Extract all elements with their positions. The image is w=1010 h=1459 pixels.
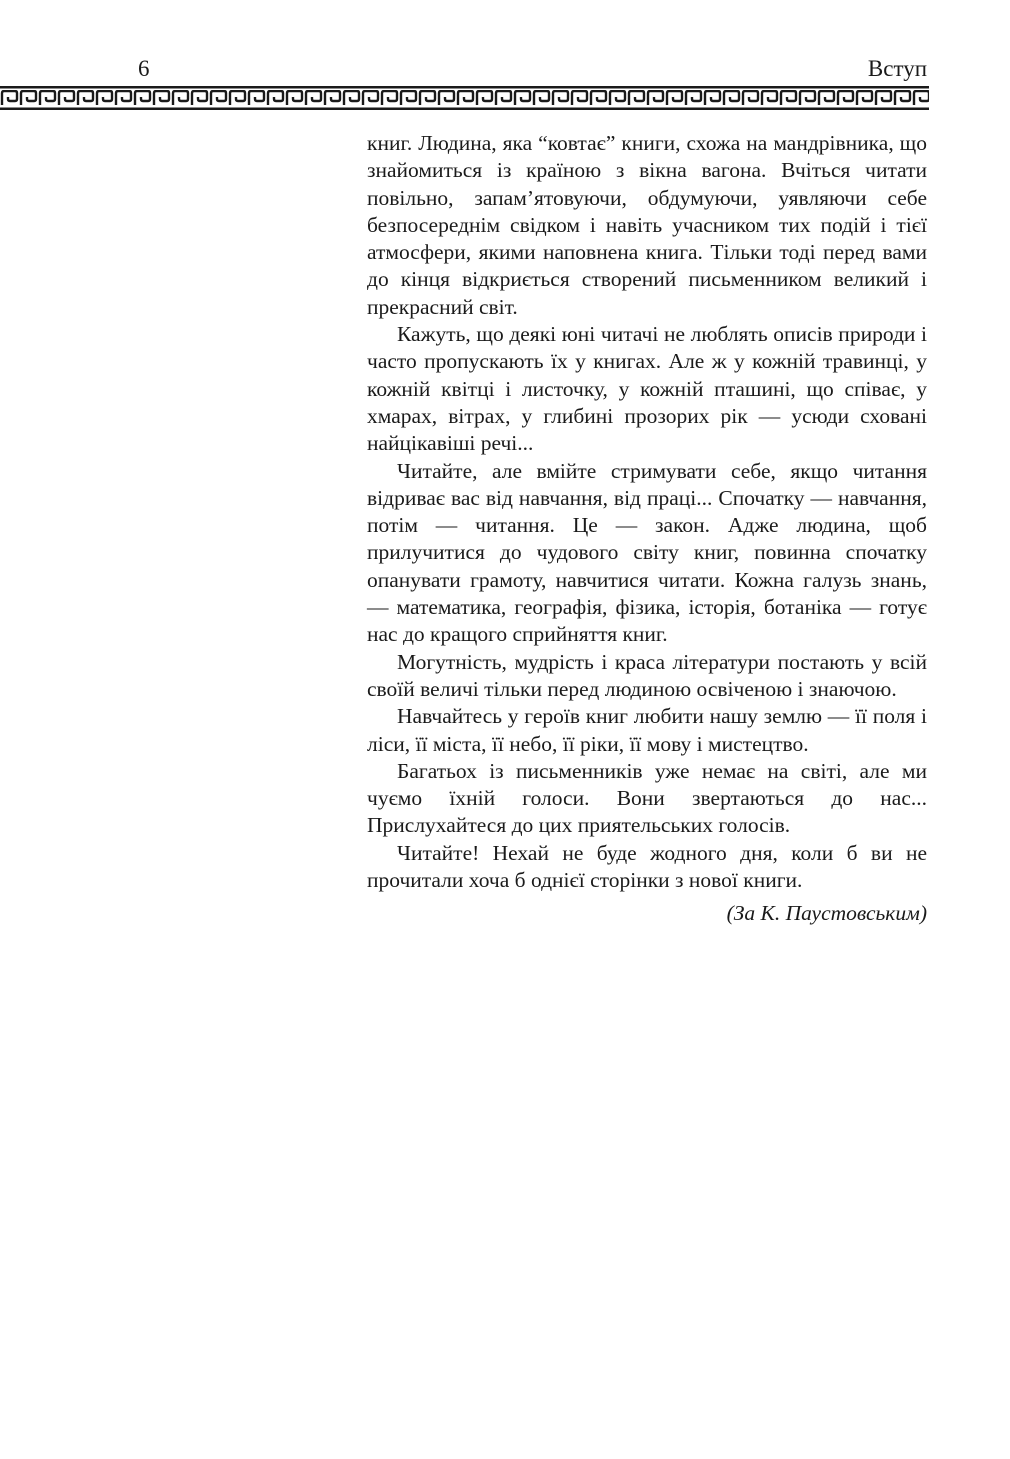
decorative-border [0, 86, 929, 110]
paragraph: Багатьох із письменників уже немає на світі, але ми чуємо їхній голоси. Вони звертаються до нас... Прислухайтеся до цих приятельських голосів. [367, 758, 927, 838]
paragraph: Кажуть, що деякі юні читачі не люблять описів природи і часто пропускають їх у книгах. Але ж у кожній травинці, у кожній квітці і листочку, у кожній пташині, що співає, у хмарах, вітрах, у глибині прозорих рік — усюди сховані найцікавіші речі... [367, 322, 927, 456]
paragraph: Могутність, мудрість і краса літератури постають у всій своїй величі тільки перед людиною освіченою і знаючою. [367, 649, 927, 701]
paragraph: Читайте! Нехай не буде жодного дня, коли б ви не прочитали хоча б однієї сторінки з нової книги. [367, 840, 927, 893]
paragraph: Читайте, але вмійте стримувати себе, якщо читання відриває вас від навчання, від праці... Спочатку — навчання, потім — читання. Це — закон. Адже людина, щоб прилучитися до чудового світу книг, повинна спочатку опанувати грамоту, навчитися читати. Кожна галузь знань, — математика, географія, фізика, історія, ботаніка — готує нас до кращого сприйняття книг. [367, 458, 927, 647]
paragraph: книг. Людина, яка “ковтає” книги, схожа на мандрівника, що знайомиться із країною з вікна вагона. Вчіться читати повільно, запам’ятовуючи, обдумуючи, уявляючи себе безпосереднім свідком і навіть учасником тих подій і тієї атмосфери, якими наповнена книга. Тільки тоді перед вами до кінця відкриється створений письменником великий і прекрасний світ. [367, 131, 927, 319]
main-text [367, 130, 927, 927]
attribution: (За К. Паустовським) [726, 901, 927, 926]
page-number: 6 [138, 56, 150, 81]
paragraph: Навчайтесь у героїв книг любити нашу землю — її поля і ліси, її міста, її небо, її ріки, її мову і мистецтво. [367, 704, 927, 756]
section-title: Вступ [867, 56, 927, 81]
page-header [0, 52, 1010, 86]
